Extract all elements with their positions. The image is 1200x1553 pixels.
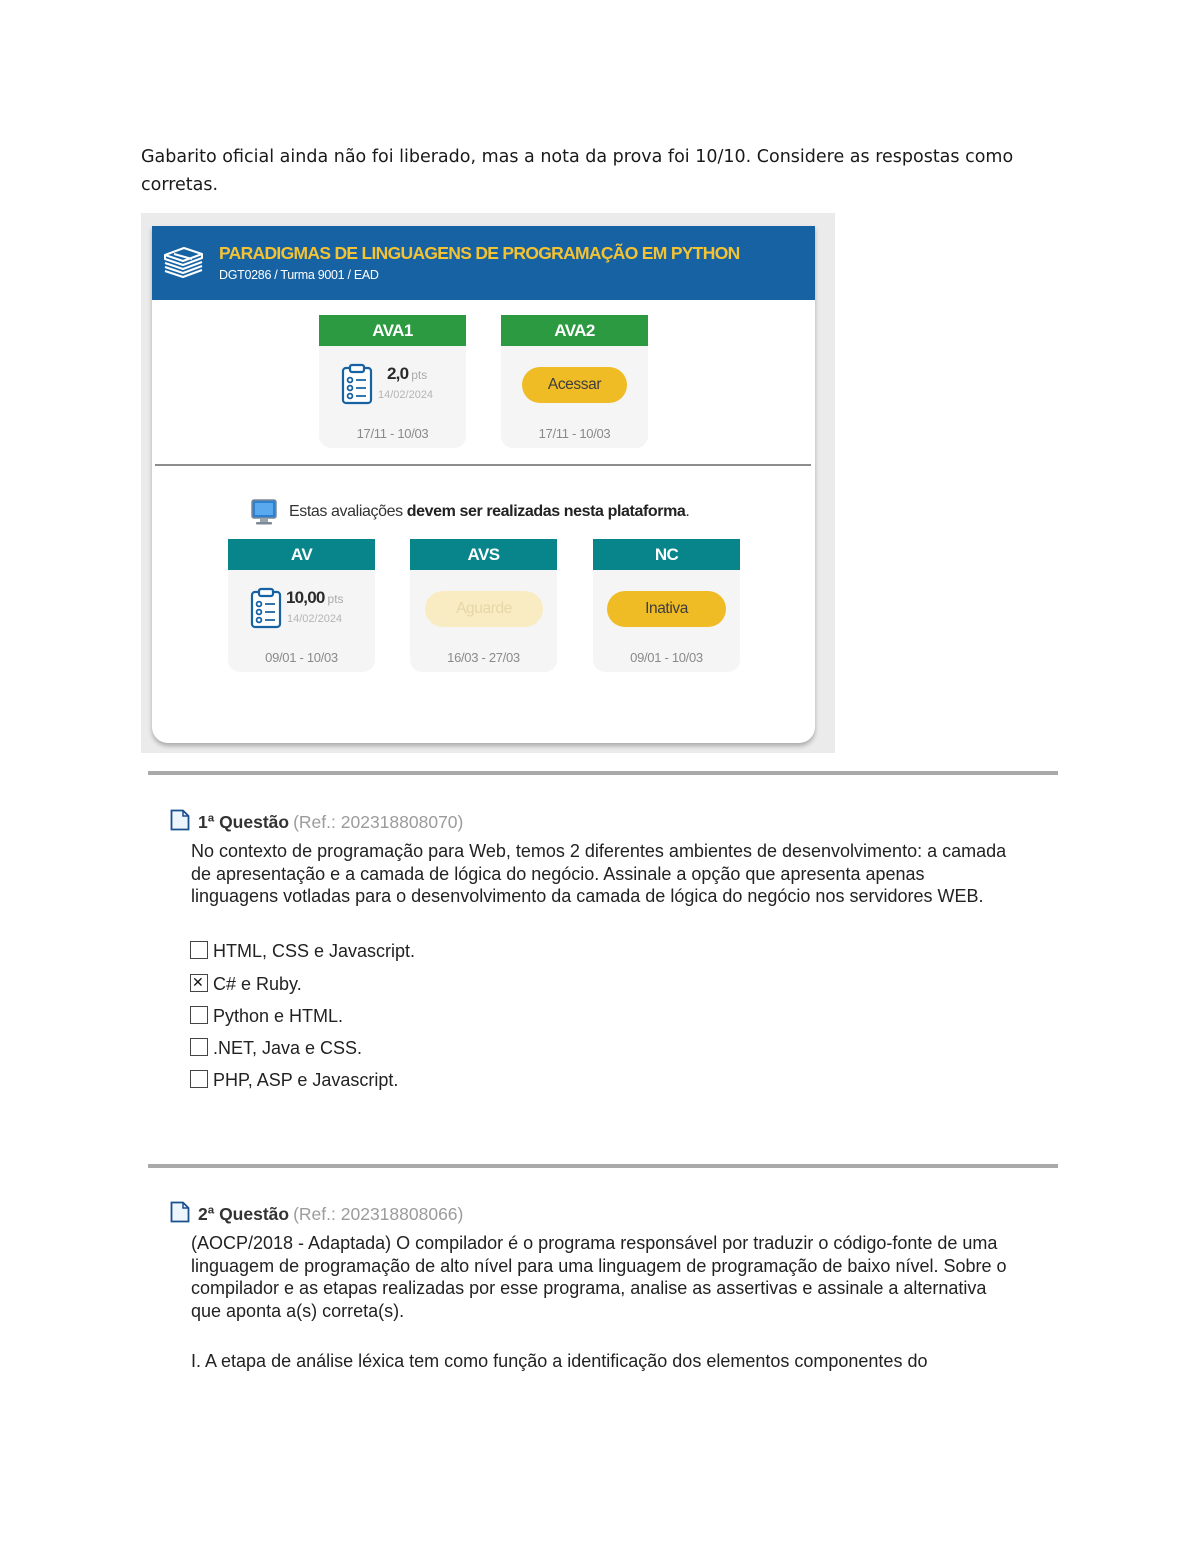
av-score: 10,00 pts xyxy=(286,588,344,607)
question-1-ref: (Ref.: 202318808070) xyxy=(293,812,464,832)
acessar-button[interactable]: Acessar xyxy=(522,367,627,403)
monitor-icon xyxy=(250,498,278,526)
question-2-text: (AOCP/2018 - Adaptada) O compilador é o programa responsável por traduzir o código-fonte de uma linguagem de programação de alto nível para uma linguagem de programação de baixo nível. Sobre o compilador e as etapas realizadas por esse programa, analise as assertivas e assinale a alternativa que aponta a(s) correta(s). xyxy=(191,1233,1007,1321)
avs-card xyxy=(410,539,557,672)
course-card xyxy=(152,226,815,743)
checkbox[interactable] xyxy=(190,1006,208,1024)
avs-header: AVS xyxy=(410,539,557,570)
question-1-number: 1ª Questão xyxy=(198,812,290,832)
section-divider xyxy=(148,771,1058,775)
av-header: AV xyxy=(228,539,375,570)
question-1-option[interactable]: .NET, Java e CSS. xyxy=(190,1037,362,1059)
ava1-card[interactable] xyxy=(319,315,466,448)
checkbox[interactable] xyxy=(190,1070,208,1088)
question-2-number: 2ª Questão xyxy=(198,1204,290,1224)
av-card[interactable] xyxy=(228,539,375,672)
question-1-option[interactable]: ✕C# e Ruby. xyxy=(190,973,302,995)
course-header xyxy=(152,226,815,300)
course-subtitle: DGT0286 / Turma 9001 / EAD xyxy=(219,268,379,282)
books-icon xyxy=(162,245,206,281)
ava1-period: 17/11 - 10/03 xyxy=(356,426,429,441)
checkbox[interactable] xyxy=(190,941,208,959)
question-2-ref: (Ref.: 202318808066) xyxy=(293,1204,464,1224)
checkbox-checked[interactable] xyxy=(190,974,208,992)
document-icon xyxy=(170,1201,190,1223)
course-panel-screenshot xyxy=(141,213,835,753)
avs-period: 16/03 - 27/03 xyxy=(447,650,520,665)
platform-note: Estas avaliações devem ser realizadas nesta plataforma. xyxy=(289,503,690,520)
av-date: 14/02/2024 xyxy=(287,613,343,625)
ava2-period: 17/11 - 10/03 xyxy=(538,426,611,441)
clipboard-icon xyxy=(341,363,373,405)
nc-card xyxy=(593,539,740,672)
inativa-button[interactable]: Inativa xyxy=(607,591,726,627)
question-1-header xyxy=(170,809,463,833)
nc-period: 09/01 - 10/03 xyxy=(630,650,703,665)
document-icon xyxy=(170,809,190,831)
divider xyxy=(155,464,811,466)
checkbox[interactable] xyxy=(190,1038,208,1056)
clipboard-icon xyxy=(250,587,282,629)
question-1-option[interactable]: Python e HTML. xyxy=(190,1005,343,1027)
aguarde-button: Aguarde xyxy=(425,591,543,627)
question-1-text: No contexto de programação para Web, temos 2 diferentes ambientes de desenvolvimento: a camada de apresentação e a camada de lógica do negócio. Assinale a opção que apresenta apenas linguagens votladas para o desenvolvimento da camada de lógica do negócio nos servidores WEB. xyxy=(191,841,1007,906)
ava1-header: AVA1 xyxy=(319,315,466,346)
question-1-option[interactable]: HTML, CSS e Javascript. xyxy=(190,940,415,962)
ava2-header: AVA2 xyxy=(501,315,648,346)
question-1-option[interactable]: PHP, ASP e Javascript. xyxy=(190,1069,398,1091)
av-period: 09/01 - 10/03 xyxy=(265,650,338,665)
intro-text: Gabarito oficial ainda não foi liberado, mas a nota da prova foi 10/10. Considere as respostas como corretas. xyxy=(141,147,1014,195)
question-2-header xyxy=(170,1201,463,1225)
section-divider xyxy=(148,1164,1058,1168)
course-title: PARADIGMAS DE LINGUAGENS DE PROGRAMAÇÃO EM PYTHON xyxy=(219,243,740,263)
ava2-card xyxy=(501,315,648,448)
ava1-score: 2,0 pts xyxy=(387,364,428,383)
ava1-date: 14/02/2024 xyxy=(378,389,434,401)
question-2-statement-1: I. A etapa de análise léxica tem como função a identificação dos elementos componentes do xyxy=(191,1351,928,1371)
nc-header: NC xyxy=(593,539,740,570)
